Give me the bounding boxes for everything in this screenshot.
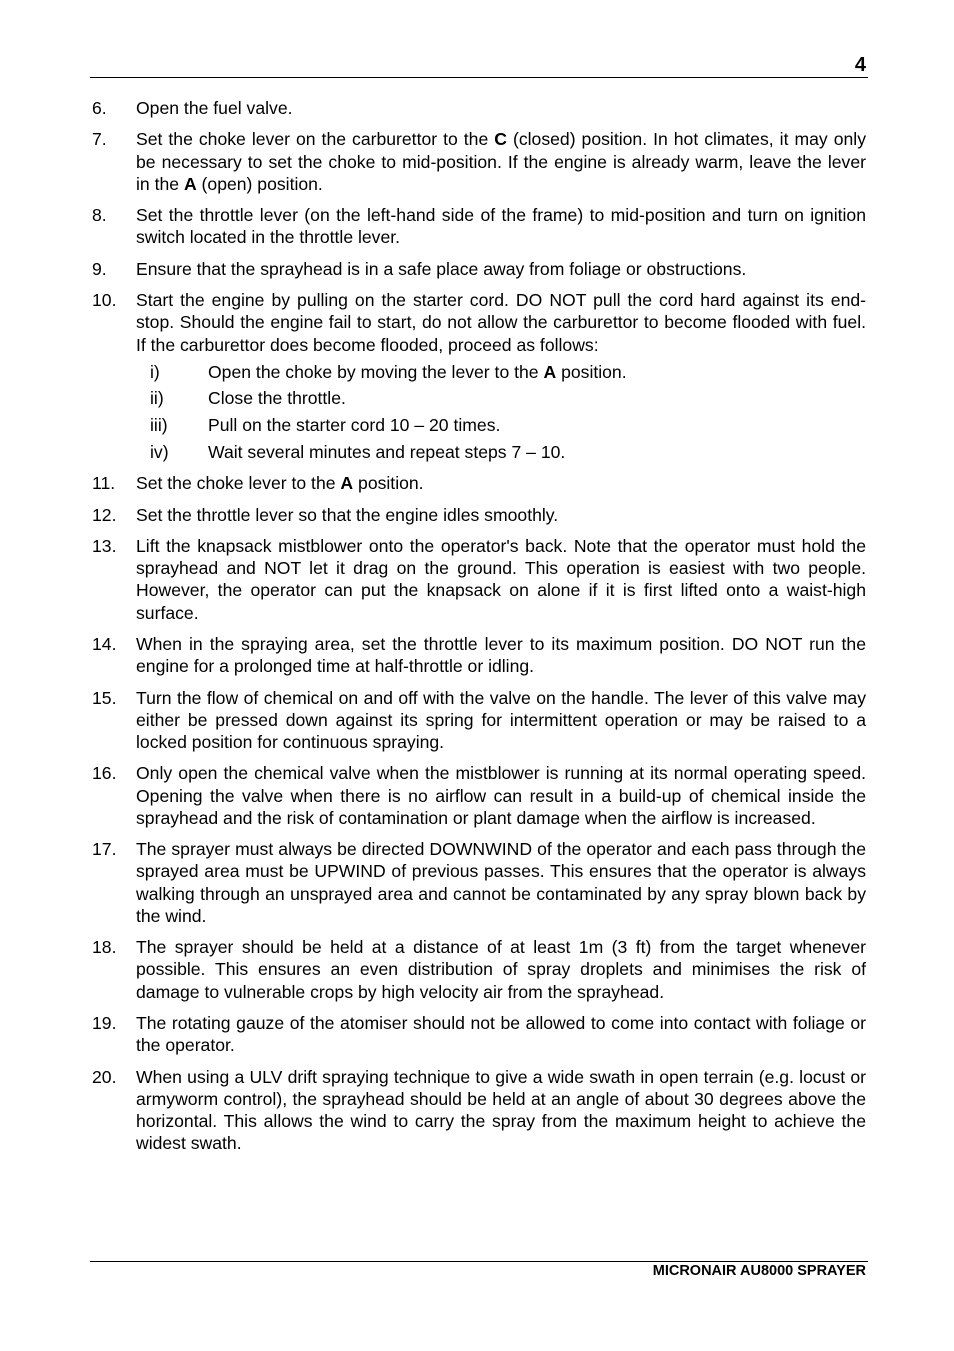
step-number: 11. [92,473,116,494]
list-item [92,128,866,195]
step-text: Start the engine by pulling on the starter cord. DO NOT pull the cord hard against its end-stop. Should the engine fail to start, do not allow the carburettor to become flooded with fuel. If the carburettor does become flooded, proceed as follows: i) Open the choke by moving the lever to the A position. ii) Close the throttle. iii) Pull on the starter cord 10 – 20 times. iv) Wait several minutes and repeat steps 7 – 10. [136,290,866,462]
footer-rule [90,1261,868,1262]
step-number: 14. [92,633,117,654]
list-item [92,633,866,677]
list-item [92,535,866,624]
substep-text: Open the choke by moving the lever to the A position. [208,361,627,382]
list-item [92,258,866,280]
substep-text: Pull on the starter cord 10 – 20 times. [208,415,501,436]
step-text: Set the choke lever to the A position. [136,473,424,494]
footer-title: MICRONAIR AU8000 SPRAYER [652,1263,866,1279]
list-item [92,472,866,494]
step-text: Set the throttle lever (on the left-hand side of the frame) to mid-position and turn on ignition switch located in the throttle lever. [136,205,866,248]
list-item [92,936,866,1003]
substep-number: i) [150,361,160,382]
step-text: Lift the knapsack mistblower onto the operator's back. Note that the operator must hold the sprayhead and NOT let it drag on the ground. This operation is easiest with two people. However, the operator can put the knapsack on alone if it is first lifted onto a waist-high surface. [136,535,866,623]
step-text: When in the spraying area, set the throttle lever to its maximum position. DO NOT run the engine for a prolonged time at half-throttle or idling. [136,633,866,677]
step-number: 10. [92,290,117,311]
step-number: 15. [92,687,117,708]
list-item [92,204,866,248]
step-number: 6. [92,98,107,118]
substep-text: Wait several minutes and repeat steps 7 – 10. [208,441,566,462]
step-text: Set the throttle lever so that the engine idles smoothly. [136,504,559,525]
step-number: 17. [92,839,117,860]
substep-text: Close the throttle. [208,388,346,409]
substep [136,388,866,409]
step-text: Turn the flow of chemical on and off with the valve on the handle. The lever of this valve may either be pressed down against its spring for intermittent operation or may be raised to a locked position for continuous spraying. [136,687,866,752]
step-number: 20. [92,1066,117,1087]
header-rule [90,77,868,78]
step-number: 12. [92,504,117,525]
substep-number: iv) [150,441,169,462]
page-number: 4 [854,54,866,76]
list-item [92,1012,866,1056]
substep-number: ii) [150,388,164,409]
step-number: 7. [92,129,107,150]
step-text: Only open the chemical valve when the mistblower is running at its normal operating speed. Opening the valve when there is no airflow can result in a build-up of chemical inside the sprayhead and the risk of contamination or plant damage when the airflow is increased. [136,763,866,828]
substep-number: iii) [150,415,168,436]
step-text: Set the choke lever on the carburettor to the C (closed) position. In hot climates, it may only be necessary to set the choke to mid-position. If the engine is already warm, leave the lever in the A (open) position. [136,129,866,194]
substep [136,362,866,383]
step-text: Open the fuel valve. [136,98,293,118]
step-number: 16. [92,763,117,784]
step-text: The sprayer must always be directed DOWNWIND of the operator and each pass through the sprayed area must be UPWIND of previous passes. This ensures that the operator is always walking through an unsprayed area and cannot be contaminated by any spray blown back by the wind. [136,839,866,926]
list-item [92,838,866,927]
substep [136,415,866,436]
list-item [92,289,866,463]
list-item [92,687,866,754]
list-item [92,504,866,526]
step-number: 9. [92,258,107,279]
step-number: 19. [92,1012,117,1033]
step-text: Ensure that the sprayhead is in a safe place away from foliage or obstructions. [136,258,747,279]
step-number: 13. [92,535,117,556]
substep [136,442,866,463]
list-item [92,1066,866,1155]
instruction-list [92,97,866,1173]
list-item [92,97,866,119]
step-text: When using a ULV drift spraying technique to give a wide swath in open terrain (e.g. locust or armyworm control), the sprayhead should be held at an angle of about 30 degrees above the horizontal. This allows the wind to carry the spray from the maximum height to achieve the widest swath. [136,1066,866,1154]
list-item [92,762,866,829]
step-number: 8. [92,205,107,226]
step-text: The sprayer should be held at a distance of at least 1m (3 ft) from the target whenever possible. This ensures an even distribution of spray droplets and minimises the risk of damage to vulnerable crops by high velocity air from the sprayhead. [136,937,866,1002]
step-number: 18. [92,937,117,958]
step-text: The rotating gauze of the atomiser should not be allowed to come into contact with foliage or the operator. [136,1012,866,1056]
